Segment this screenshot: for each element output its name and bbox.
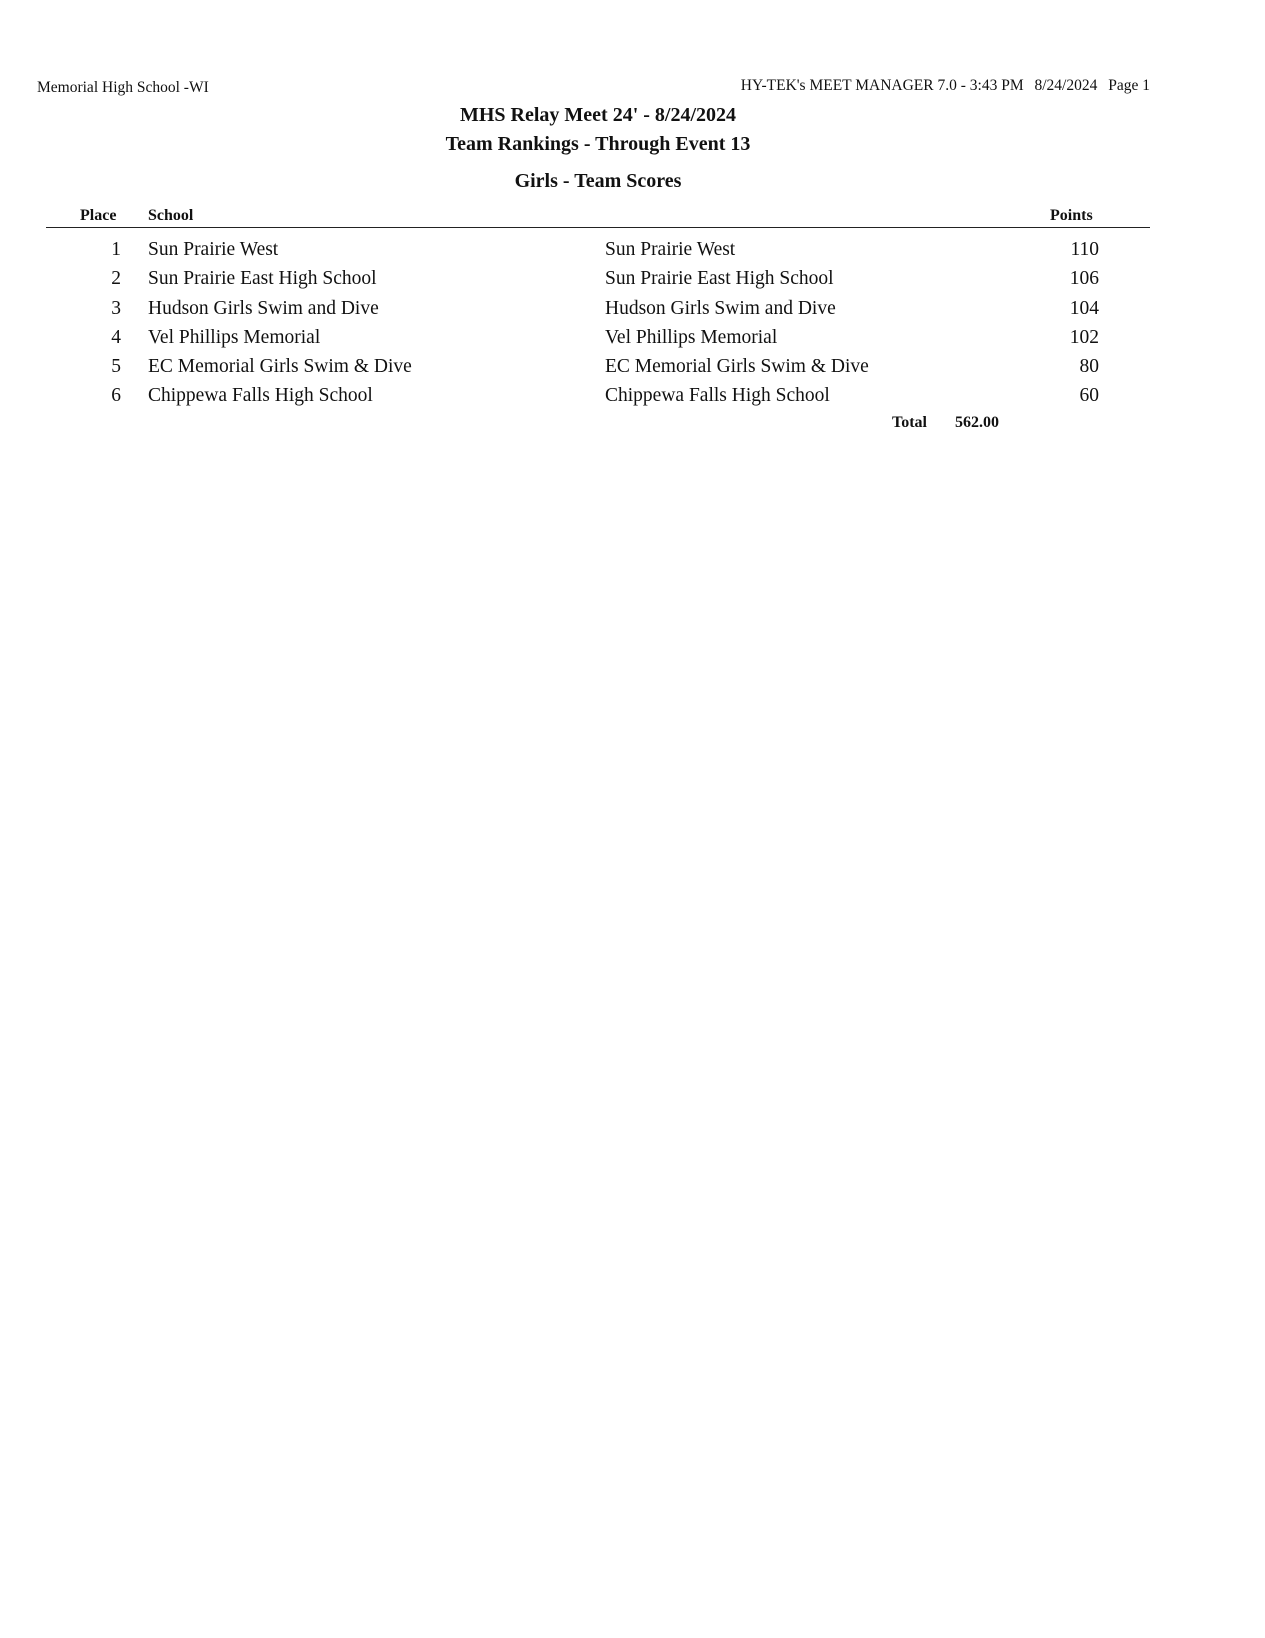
school-full-cell: EC Memorial Girls Swim & Dive bbox=[605, 356, 869, 378]
school-cell: Hudson Girls Swim and Dive bbox=[148, 297, 379, 319]
table-row bbox=[0, 239, 1265, 268]
report-title: Team Rankings - Through Event 13 bbox=[445, 133, 751, 155]
points-cell: 104 bbox=[1069, 297, 1099, 319]
header-divider bbox=[46, 227, 1150, 228]
column-header-school: School bbox=[148, 207, 194, 224]
column-header-points: Points bbox=[1050, 207, 1093, 224]
school-full-cell: Vel Phillips Memorial bbox=[605, 326, 778, 348]
table-row bbox=[0, 268, 1265, 297]
table-row bbox=[0, 356, 1265, 385]
points-cell: 60 bbox=[1079, 385, 1099, 407]
school-full-cell: Chippewa Falls High School bbox=[605, 385, 830, 407]
school-cell: Vel Phillips Memorial bbox=[148, 326, 321, 348]
school-cell: Chippewa Falls High School bbox=[148, 385, 373, 407]
points-cell: 110 bbox=[1070, 239, 1099, 260]
report-meta bbox=[741, 77, 1150, 95]
organization-name: Memorial High School -WI bbox=[37, 79, 209, 96]
school-full-cell: Sun Prairie East High School bbox=[605, 268, 834, 290]
meet-title: MHS Relay Meet 24' - 8/24/2024 bbox=[459, 104, 737, 126]
school-full-cell: Sun Prairie West bbox=[605, 239, 736, 260]
school-cell: EC Memorial Girls Swim & Dive bbox=[148, 356, 412, 378]
total-value: 562.00 bbox=[955, 414, 999, 431]
place-cell: 3 bbox=[111, 297, 121, 319]
software-stamp: HY-TEK's MEET MANAGER 7.0 - 3:43 PM bbox=[740, 77, 1024, 94]
points-cell: 102 bbox=[1069, 326, 1099, 348]
place-cell: 1 bbox=[111, 239, 121, 260]
school-cell: Sun Prairie East High School bbox=[148, 268, 377, 290]
column-header-place: Place bbox=[80, 207, 117, 224]
total-label: Total bbox=[892, 414, 927, 431]
page-number: Page 1 bbox=[1108, 77, 1150, 94]
points-cell: 106 bbox=[1069, 268, 1099, 290]
place-cell: 6 bbox=[111, 385, 121, 407]
points-cell: 80 bbox=[1079, 356, 1099, 378]
table-row bbox=[0, 327, 1265, 356]
place-cell: 4 bbox=[111, 326, 121, 348]
place-cell: 2 bbox=[111, 268, 121, 290]
school-full-cell: Hudson Girls Swim and Dive bbox=[605, 297, 836, 319]
place-cell: 5 bbox=[111, 356, 121, 378]
table-row bbox=[0, 298, 1265, 327]
team-scores-table bbox=[0, 239, 1265, 415]
report-date: 8/24/2024 bbox=[1034, 77, 1098, 94]
table-row bbox=[0, 385, 1265, 414]
school-cell: Sun Prairie West bbox=[148, 239, 279, 260]
section-title: Girls - Team Scores bbox=[514, 170, 682, 192]
